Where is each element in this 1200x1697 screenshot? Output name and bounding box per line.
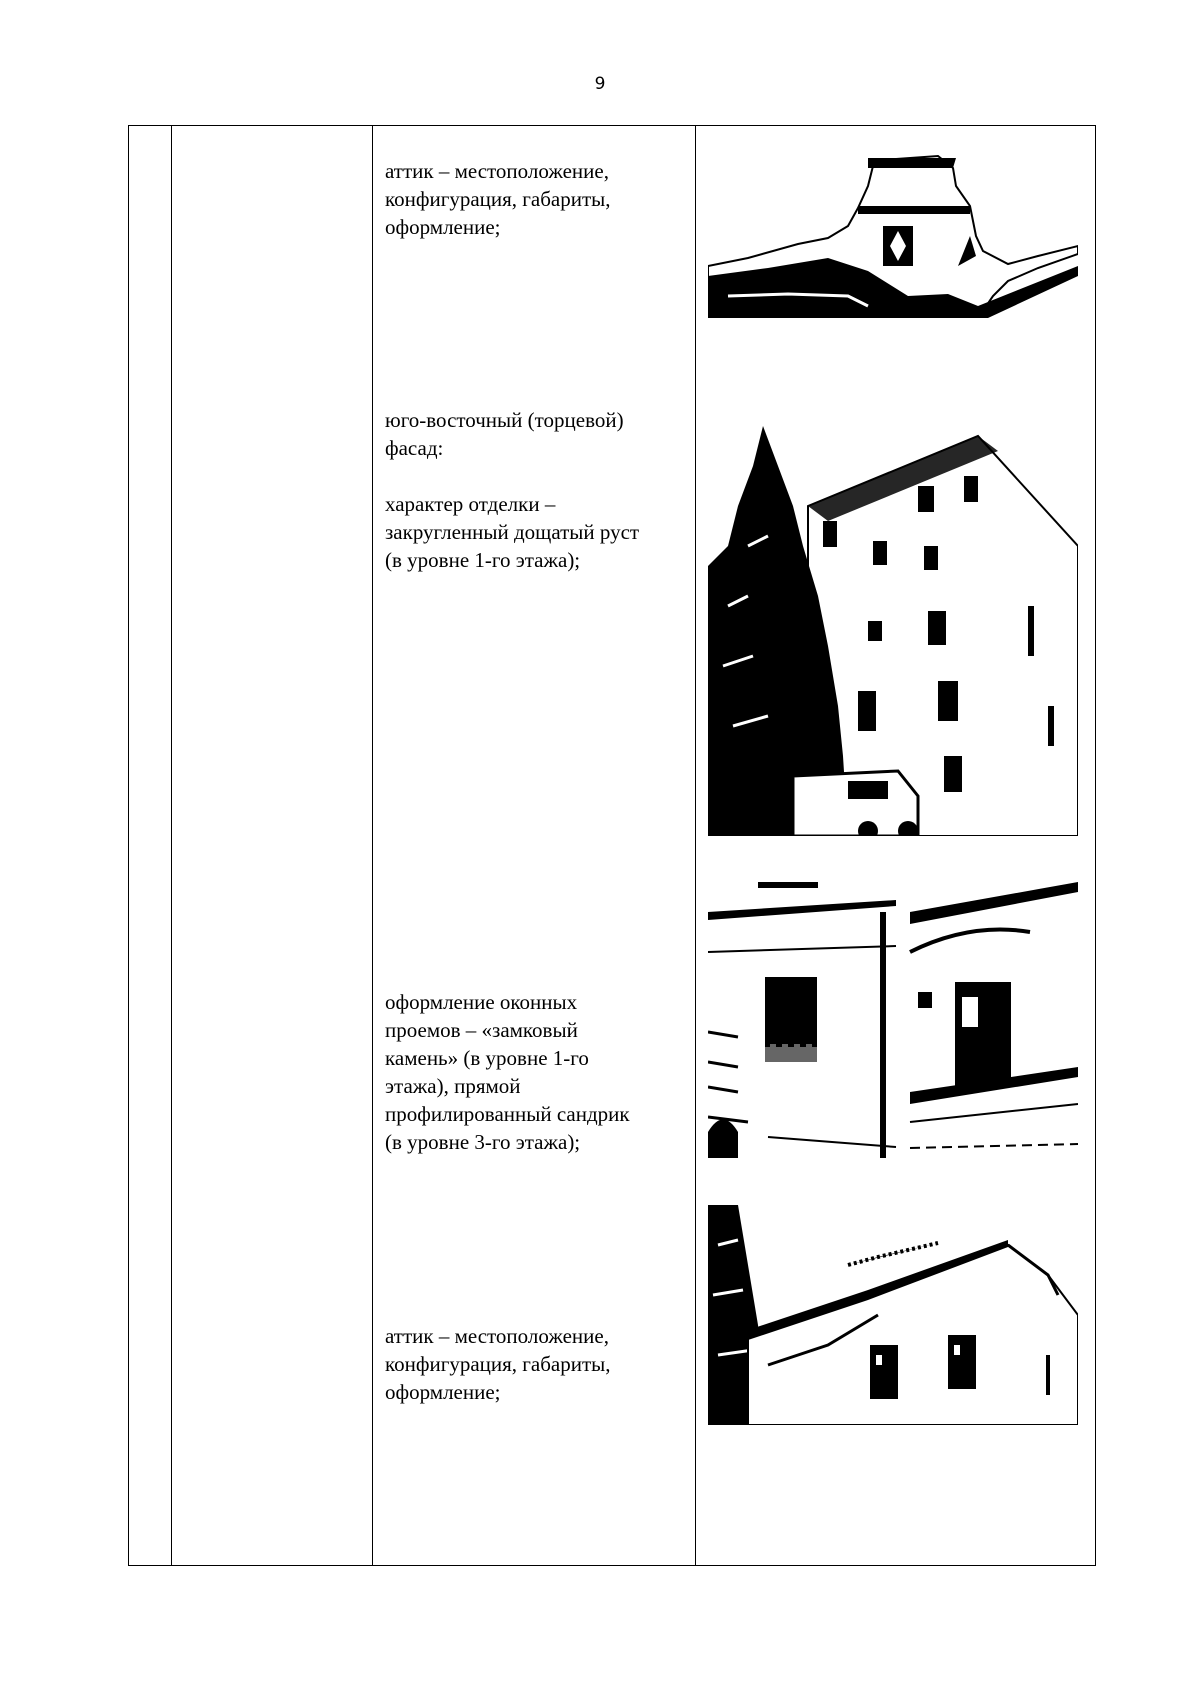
entry-3-text-cell [385,988,695,1156]
entry-4-text: аттик – местоположение, конфигурация, габариты, оформление; [385,1324,611,1404]
entry-1-text: аттик – местоположение, конфигурация, габариты, оформление; [385,159,611,239]
column-divider [372,126,373,1565]
entry-4-text-cell [385,1322,695,1406]
entry-2-text: характер отделки – закругленный дощатый руст (в уровне 1-го этажа); [385,492,640,572]
window-openings-photos [708,882,1078,1158]
entry-2-text-cell [385,406,695,574]
entry-1-text-cell [385,157,695,241]
column-divider [171,126,172,1565]
entry-2-title: юго-восточный (торцевой) фасад: [385,408,624,460]
page-number: 9 [594,74,606,94]
column-divider [695,126,696,1565]
entry-3-text: оформление оконных проемов – «замковый камень» (в уровне 1-го этажа), прямой профилированный сандрик (в уровне 3-го этажа); [385,990,630,1154]
attic-corner-photo [708,1205,1078,1425]
southeast-facade-photo [708,426,1078,836]
attic-tower-photo [708,146,1078,318]
